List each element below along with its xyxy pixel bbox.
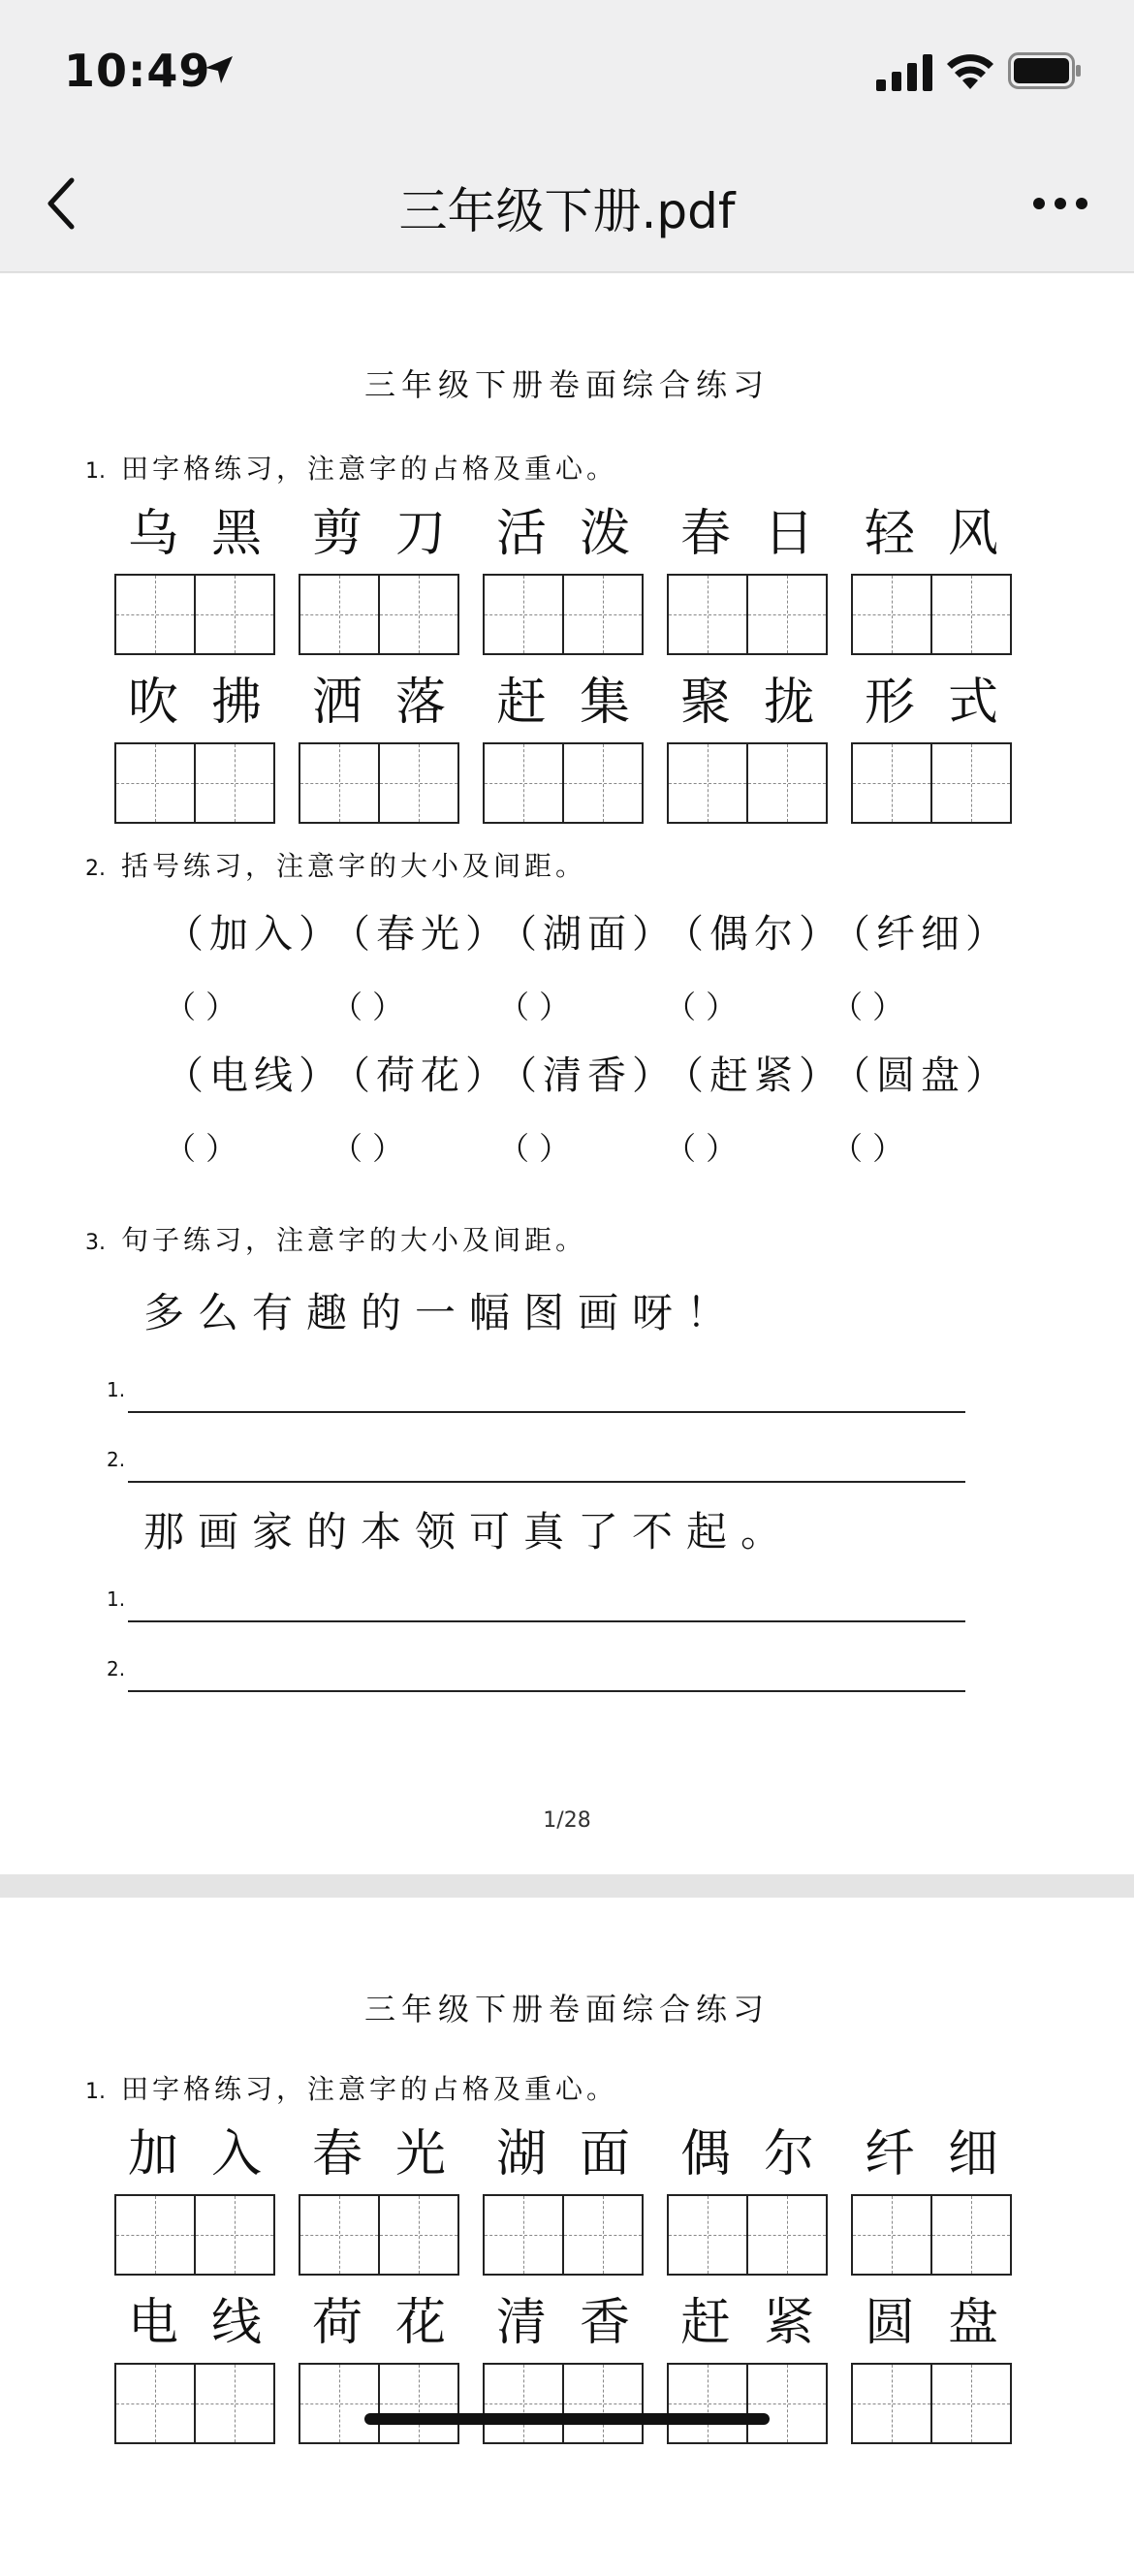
paren-row-1 [165,903,1008,958]
tianzige-box [483,742,644,824]
paren-word: （清香） [498,1053,677,1098]
line-number: 1. [107,1587,126,1611]
char: 赶 [496,674,548,732]
paren-word: （纤细） [832,912,1010,957]
paren-word: （春光） [331,912,510,957]
back-chevron-icon[interactable] [43,174,81,233]
word-pair [299,492,459,565]
char: 盘 [947,2294,998,2352]
section-text: 括号练习，注意字的大小及间距。 [121,850,587,882]
char: 电 [128,2294,179,2352]
char: 圆 [865,2294,916,2352]
char: 尔 [763,2125,814,2183]
word-row-2 [114,2281,1025,2352]
writing-line [107,1374,965,1413]
tianzige-row-1 [114,2194,1025,2278]
word-pair [483,2113,644,2185]
section-3-heading [85,1219,586,1258]
char: 风 [947,505,998,563]
word-pair [299,2113,459,2185]
page-heading: 三年级下册卷面综合练习 [363,366,770,403]
empty-paren: （ ） [165,1130,237,1167]
model-sentence-1: 多么有趣的一幅图画呀！ [143,1289,741,1336]
char: 轻 [865,505,916,563]
cellular-signal-icon [876,54,932,91]
char: 荷 [312,2294,363,2352]
section-1-heading [85,448,617,487]
word-row-1 [114,2113,1025,2181]
section-text: 田字格练习，注意字的占格及重心。 [121,2073,618,2105]
section-2-heading [85,845,586,884]
line-number: 2. [107,1448,126,1471]
empty-paren: （ ） [331,1130,404,1167]
writing-line [107,1584,965,1622]
tianzige-box [114,2194,275,2276]
char: 光 [394,2125,446,2183]
char: 聚 [680,674,732,732]
tianzige-box [299,2194,459,2276]
section-1-heading [85,2068,617,2107]
page-heading: 三年级下册卷面综合练习 [363,1991,770,2027]
char: 落 [394,674,446,732]
paren-word: （圆盘） [832,1053,1010,1098]
empty-paren: （ ） [665,1130,738,1167]
char: 活 [496,505,548,563]
section-text: 句子练习，注意字的大小及间距。 [121,1224,587,1256]
empty-paren: （ ） [665,989,738,1025]
char: 细 [947,2125,998,2183]
empty-paren-row-1 [165,983,1008,1027]
char: 拢 [763,674,814,732]
section-text: 田字格练习，注意字的占格及重心。 [121,453,618,485]
word-pair [114,492,275,565]
nav-bar [0,136,1134,272]
char: 形 [865,674,916,732]
tianzige-box [667,2194,828,2276]
empty-paren: （ ） [832,1130,904,1167]
word-pair [851,2281,1012,2354]
char: 入 [210,2125,262,2183]
char: 日 [763,505,814,563]
char: 乌 [128,505,179,563]
char: 湖 [496,2125,548,2183]
empty-paren: （ ） [165,989,237,1025]
section-number: 1. [85,2080,106,2104]
empty-paren: （ ） [498,1130,571,1167]
wifi-icon [944,50,996,91]
char: 纤 [865,2125,916,2183]
tianzige-box [299,742,459,824]
tianzige-box [114,574,275,655]
word-pair [851,2113,1012,2185]
empty-paren-row-2 [165,1124,1008,1169]
char: 黑 [210,505,262,563]
tianzige-box [483,574,644,655]
tianzige-box [667,2363,828,2444]
char: 偶 [680,2125,732,2183]
word-pair [667,2281,828,2354]
model-sentence-2: 那画家的本领可真了不起。 [143,1508,796,1555]
section-number: 2. [85,857,106,881]
word-pair [667,492,828,565]
paren-word: （偶尔） [665,912,843,957]
word-pair [299,661,459,734]
char: 集 [579,674,630,732]
status-time: 10:49 [64,45,211,97]
paren-word: （电线） [165,1053,343,1098]
word-row-1 [114,492,1025,563]
pdf-page-2[interactable] [0,1898,1134,2576]
tianzige-box [851,2194,1012,2276]
word-pair [483,661,644,734]
word-pair [851,492,1012,565]
char: 刀 [394,505,446,563]
tianzige-row-2 [114,2363,1025,2446]
tianzige-box [667,742,828,824]
word-pair [483,2281,644,2354]
tianzige-box [483,2194,644,2276]
tianzige-box [114,742,275,824]
char: 剪 [312,505,363,563]
tianzige-box [851,2363,1012,2444]
tianzige-row-2 [114,742,1025,826]
empty-paren: （ ） [832,989,904,1025]
line-number: 1. [107,1378,126,1401]
word-row-2 [114,661,1025,732]
line-number: 2. [107,1657,126,1681]
writing-line [107,1653,965,1692]
char: 春 [680,505,732,563]
tianzige-box [483,2363,644,2444]
char: 吹 [128,674,179,732]
char: 花 [394,2294,446,2352]
char: 洒 [312,674,363,732]
word-pair [483,492,644,565]
section-number: 1. [85,459,106,484]
more-options-icon[interactable] [1031,194,1089,213]
char: 紧 [763,2294,814,2352]
tianzige-box [299,2363,459,2444]
empty-paren: （ ） [498,989,571,1025]
empty-paren: （ ） [331,989,404,1025]
tianzige-box [299,574,459,655]
tianzige-box [851,742,1012,824]
word-pair [667,661,828,734]
section-number: 3. [85,1231,106,1255]
word-pair [114,661,275,734]
char: 赶 [680,2294,732,2352]
paren-word: （赶紧） [665,1053,843,1098]
char: 式 [947,674,998,732]
char: 线 [210,2294,262,2352]
home-indicator[interactable] [364,2413,770,2425]
pdf-page-1[interactable] [0,273,1134,1874]
char: 面 [579,2125,630,2183]
paren-word: （荷花） [331,1053,510,1098]
battery-icon [1008,52,1082,89]
char: 清 [496,2294,548,2352]
char: 加 [128,2125,179,2183]
char: 春 [312,2125,363,2183]
word-pair [114,2281,275,2354]
document-title: 三年级下册.pdf [398,183,736,239]
page-number: 1/28 [543,1808,591,1833]
paren-word: （湖面） [498,912,677,957]
paren-word: （加入） [165,912,343,957]
paren-row-2 [165,1045,1008,1100]
char: 泼 [579,505,630,563]
tianzige-box [667,574,828,655]
char: 拂 [210,674,262,732]
char: 香 [579,2294,630,2352]
word-pair [114,2113,275,2185]
tianzige-box [851,574,1012,655]
tianzige-box [114,2363,275,2444]
tianzige-row-1 [114,574,1025,657]
word-pair [299,2281,459,2354]
word-pair [851,661,1012,734]
status-bar [0,0,1134,136]
word-pair [667,2113,828,2185]
writing-line [107,1444,965,1483]
location-arrow-icon [200,50,238,89]
